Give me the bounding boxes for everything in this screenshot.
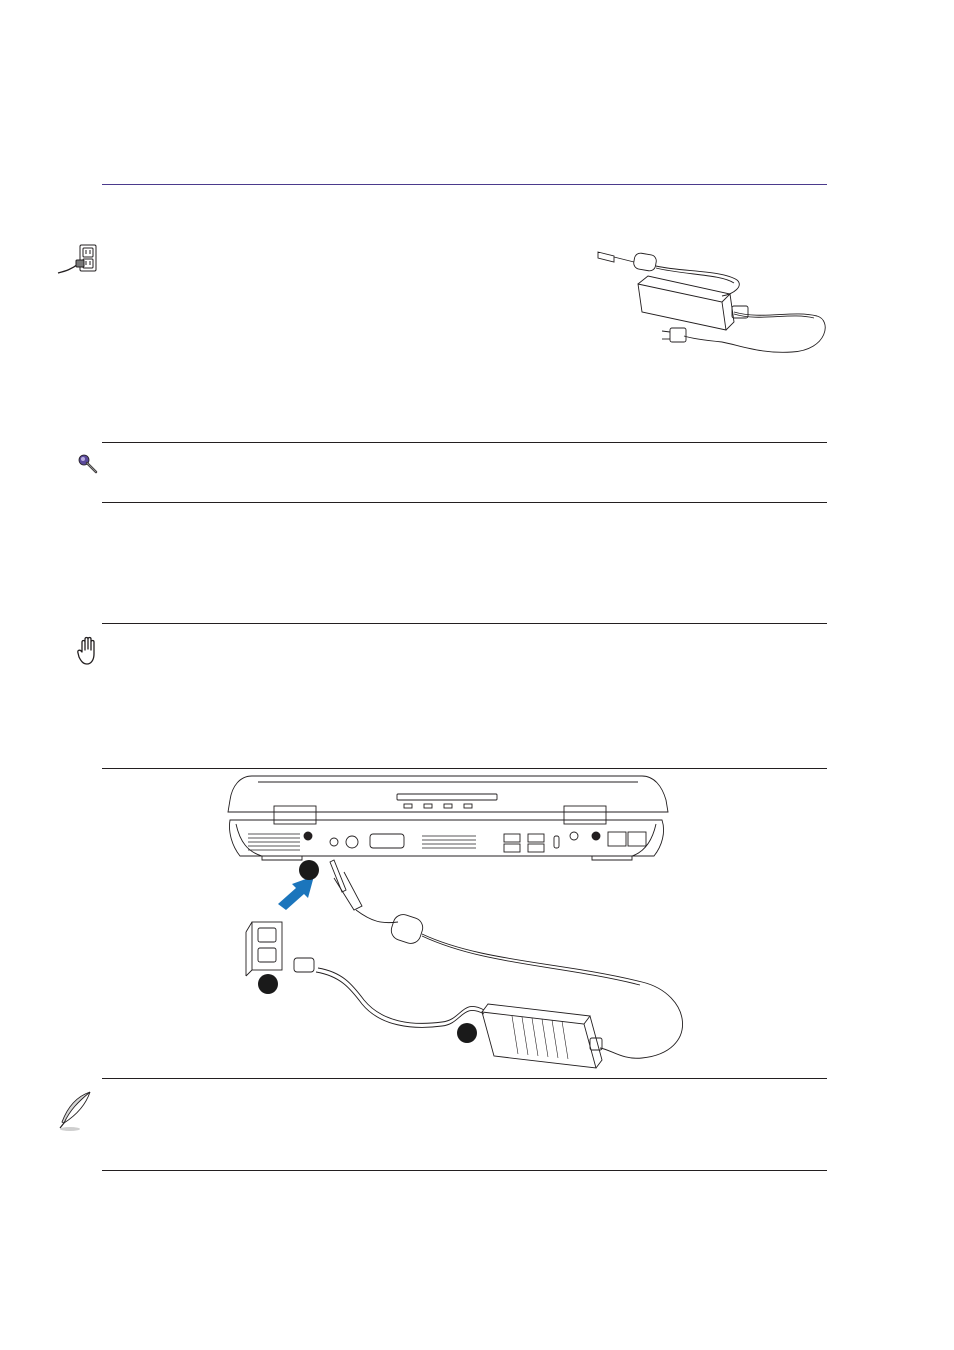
quill-pen-icon: [56, 1090, 96, 1132]
power-outlet-icon: [56, 243, 100, 277]
ac-adapter-illustration: [592, 240, 832, 365]
section-rule: [102, 1170, 827, 1171]
section-rule: [102, 1078, 827, 1079]
section-rule: [102, 442, 827, 443]
callout-3: [457, 1023, 477, 1043]
screwdriver-icon: [76, 452, 100, 476]
section-rule: [102, 502, 827, 503]
section-rule: [102, 768, 827, 769]
callout-1: [299, 860, 319, 880]
section-rule: [102, 623, 827, 624]
header-rule: [102, 184, 827, 185]
stop-hand-icon: [76, 636, 100, 666]
callout-2: [258, 974, 278, 994]
